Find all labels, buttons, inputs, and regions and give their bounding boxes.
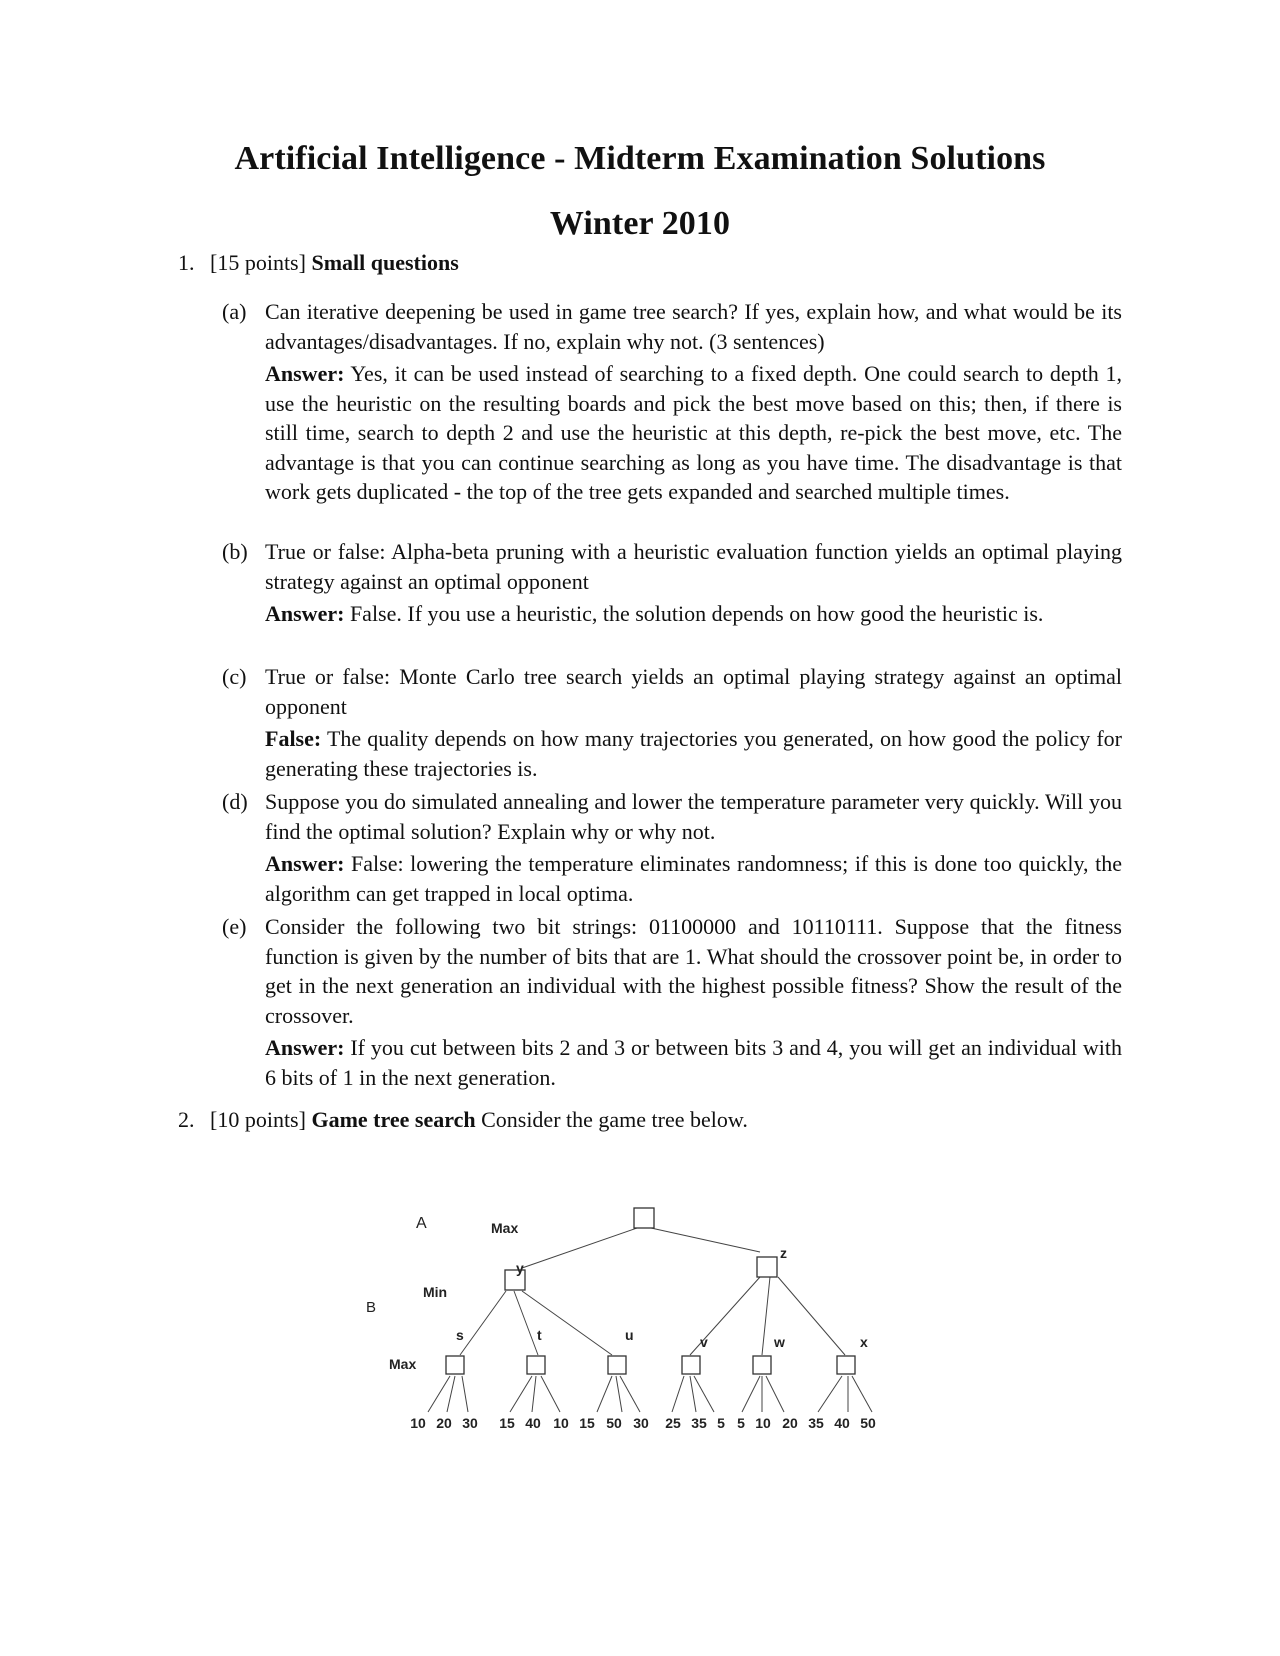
- item-label: (b): [222, 539, 248, 564]
- node-t: [527, 1356, 545, 1374]
- question-text: Consider the following two bit strings: 01100000 and 10110111. Suppose that the fitness function is given by the number of bits that are 1. What should the crossover point be, in order to get in the next generation an individual with the highest possible fitness? Show the result of the crossover.: [265, 914, 1122, 1028]
- answer-body: False. If you use a heuristic, the solution depends on how good the heuristic is.: [349, 601, 1044, 626]
- leaf-value: 40: [834, 1415, 850, 1431]
- edge-z-w: [762, 1277, 770, 1355]
- leaf-value: 15: [499, 1415, 515, 1431]
- label-min: Min: [423, 1284, 448, 1300]
- label-w: w: [774, 1334, 785, 1350]
- item-label: (e): [222, 914, 247, 939]
- label-max-bottom: Max: [389, 1356, 417, 1372]
- leaf-value: 40: [525, 1415, 541, 1431]
- edge-z-x: [778, 1277, 845, 1355]
- label-v: v: [700, 1334, 708, 1350]
- page-title: Artificial Intelligence - Midterm Examination Solutions: [234, 140, 1046, 177]
- leaf-value: 10: [553, 1415, 569, 1431]
- label-B: B: [366, 1299, 377, 1316]
- leaf-value: 50: [860, 1415, 876, 1431]
- edge-y-s: [460, 1291, 506, 1355]
- node-z: [757, 1257, 777, 1277]
- node-x: [837, 1356, 855, 1374]
- question-1-points: [15 points]: [210, 250, 306, 275]
- label-z: z: [780, 1245, 787, 1261]
- leaf-value: 10: [755, 1415, 771, 1431]
- leaf-value: 35: [808, 1415, 824, 1431]
- question-2-points: [10 points]: [210, 1107, 306, 1132]
- answer-body: Yes, it can be used instead of searching to a fixed depth. One could search to depth 1, use the heuristic on the resulting boards and pick the best move based on this; then, if there is still time, search to depth 2 and use the heuristic at this depth, re-pick the best move, etc. The advantage is that you can continue searching as long as you have time. The disadvantage is that work gets duplicated - the top of the tree gets expanded and searched multiple times.: [265, 361, 1123, 504]
- item-label: (a): [222, 299, 247, 324]
- question-text: True or false: Alpha-beta pruning with a heuristic evaluation function yields an optimal playing strategy against an optimal opponent: [265, 539, 1122, 594]
- leaf-value: 5: [717, 1415, 725, 1431]
- edge-root-y: [522, 1228, 637, 1268]
- item-label: (d): [222, 789, 248, 814]
- label-t: t: [537, 1327, 542, 1343]
- question-1-title: Small questions: [311, 250, 459, 275]
- question-text: Can iterative deepening be used in game tree search? If yes, explain how, and what would be its advantages/disadvantages. If no, explain why not. (3 sentences): [265, 299, 1122, 354]
- edge-root-z: [651, 1228, 760, 1252]
- label-A: A: [416, 1215, 427, 1232]
- answer-body: The quality depends on how many trajectories you generated, on how good the policy for generating these trajectories is.: [265, 726, 1122, 781]
- leaf-value: 5: [737, 1415, 745, 1431]
- leaf-value: 20: [436, 1415, 452, 1431]
- answer-body: False: lowering the temperature eliminates randomness; if this is done too quickly, the algorithm can get trapped in local optima.: [265, 851, 1123, 906]
- leaf-value: 30: [462, 1415, 478, 1431]
- tree-edges: [428, 1228, 872, 1412]
- node-root: [634, 1208, 654, 1228]
- answer-body: If you cut between bits 2 and 3 or between bits 3 and 4, you will get an individual with 6 bits of 1 in the next generation.: [265, 1035, 1122, 1090]
- answer-label: Answer:: [265, 601, 345, 626]
- question-2-title: Game tree search: [311, 1107, 476, 1132]
- item-label: (c): [222, 664, 247, 689]
- leaf-value: 10: [410, 1415, 426, 1431]
- answer-label: Answer:: [265, 851, 345, 876]
- label-s: s: [456, 1327, 464, 1343]
- leaf-value: 15: [579, 1415, 595, 1431]
- edge-y-t: [514, 1291, 538, 1355]
- answer-label: False:: [265, 726, 322, 751]
- page-subtitle: Winter 2010: [549, 205, 731, 242]
- question-2-number: 2.: [178, 1107, 195, 1132]
- question-text: Suppose you do simulated annealing and lower the temperature parameter very quickly. Will you find the optimal solution? Explain why or why not.: [265, 789, 1122, 844]
- label-u: u: [625, 1327, 634, 1343]
- label-y: y: [516, 1260, 524, 1276]
- leaf-value: 25: [665, 1415, 681, 1431]
- leaf-value: 30: [633, 1415, 649, 1431]
- leaf-value: 35: [691, 1415, 707, 1431]
- answer-label: Answer:: [265, 1035, 345, 1060]
- edge-y-u: [522, 1291, 612, 1355]
- node-w: [753, 1356, 771, 1374]
- label-x: x: [860, 1334, 868, 1350]
- question-2-text: Consider the game tree below.: [481, 1107, 748, 1132]
- question-1-number: 1.: [178, 250, 195, 275]
- node-u: [608, 1356, 626, 1374]
- node-s: [446, 1356, 464, 1374]
- label-max-top: Max: [491, 1220, 519, 1236]
- leaf-value: 20: [782, 1415, 798, 1431]
- leaf-value: 50: [606, 1415, 622, 1431]
- answer-label: Answer:: [265, 361, 345, 386]
- leaf-values: [410, 1415, 876, 1431]
- question-text: True or false: Monte Carlo tree search yields an optimal playing strategy against an optimal opponent: [265, 664, 1122, 719]
- node-v: [682, 1356, 700, 1374]
